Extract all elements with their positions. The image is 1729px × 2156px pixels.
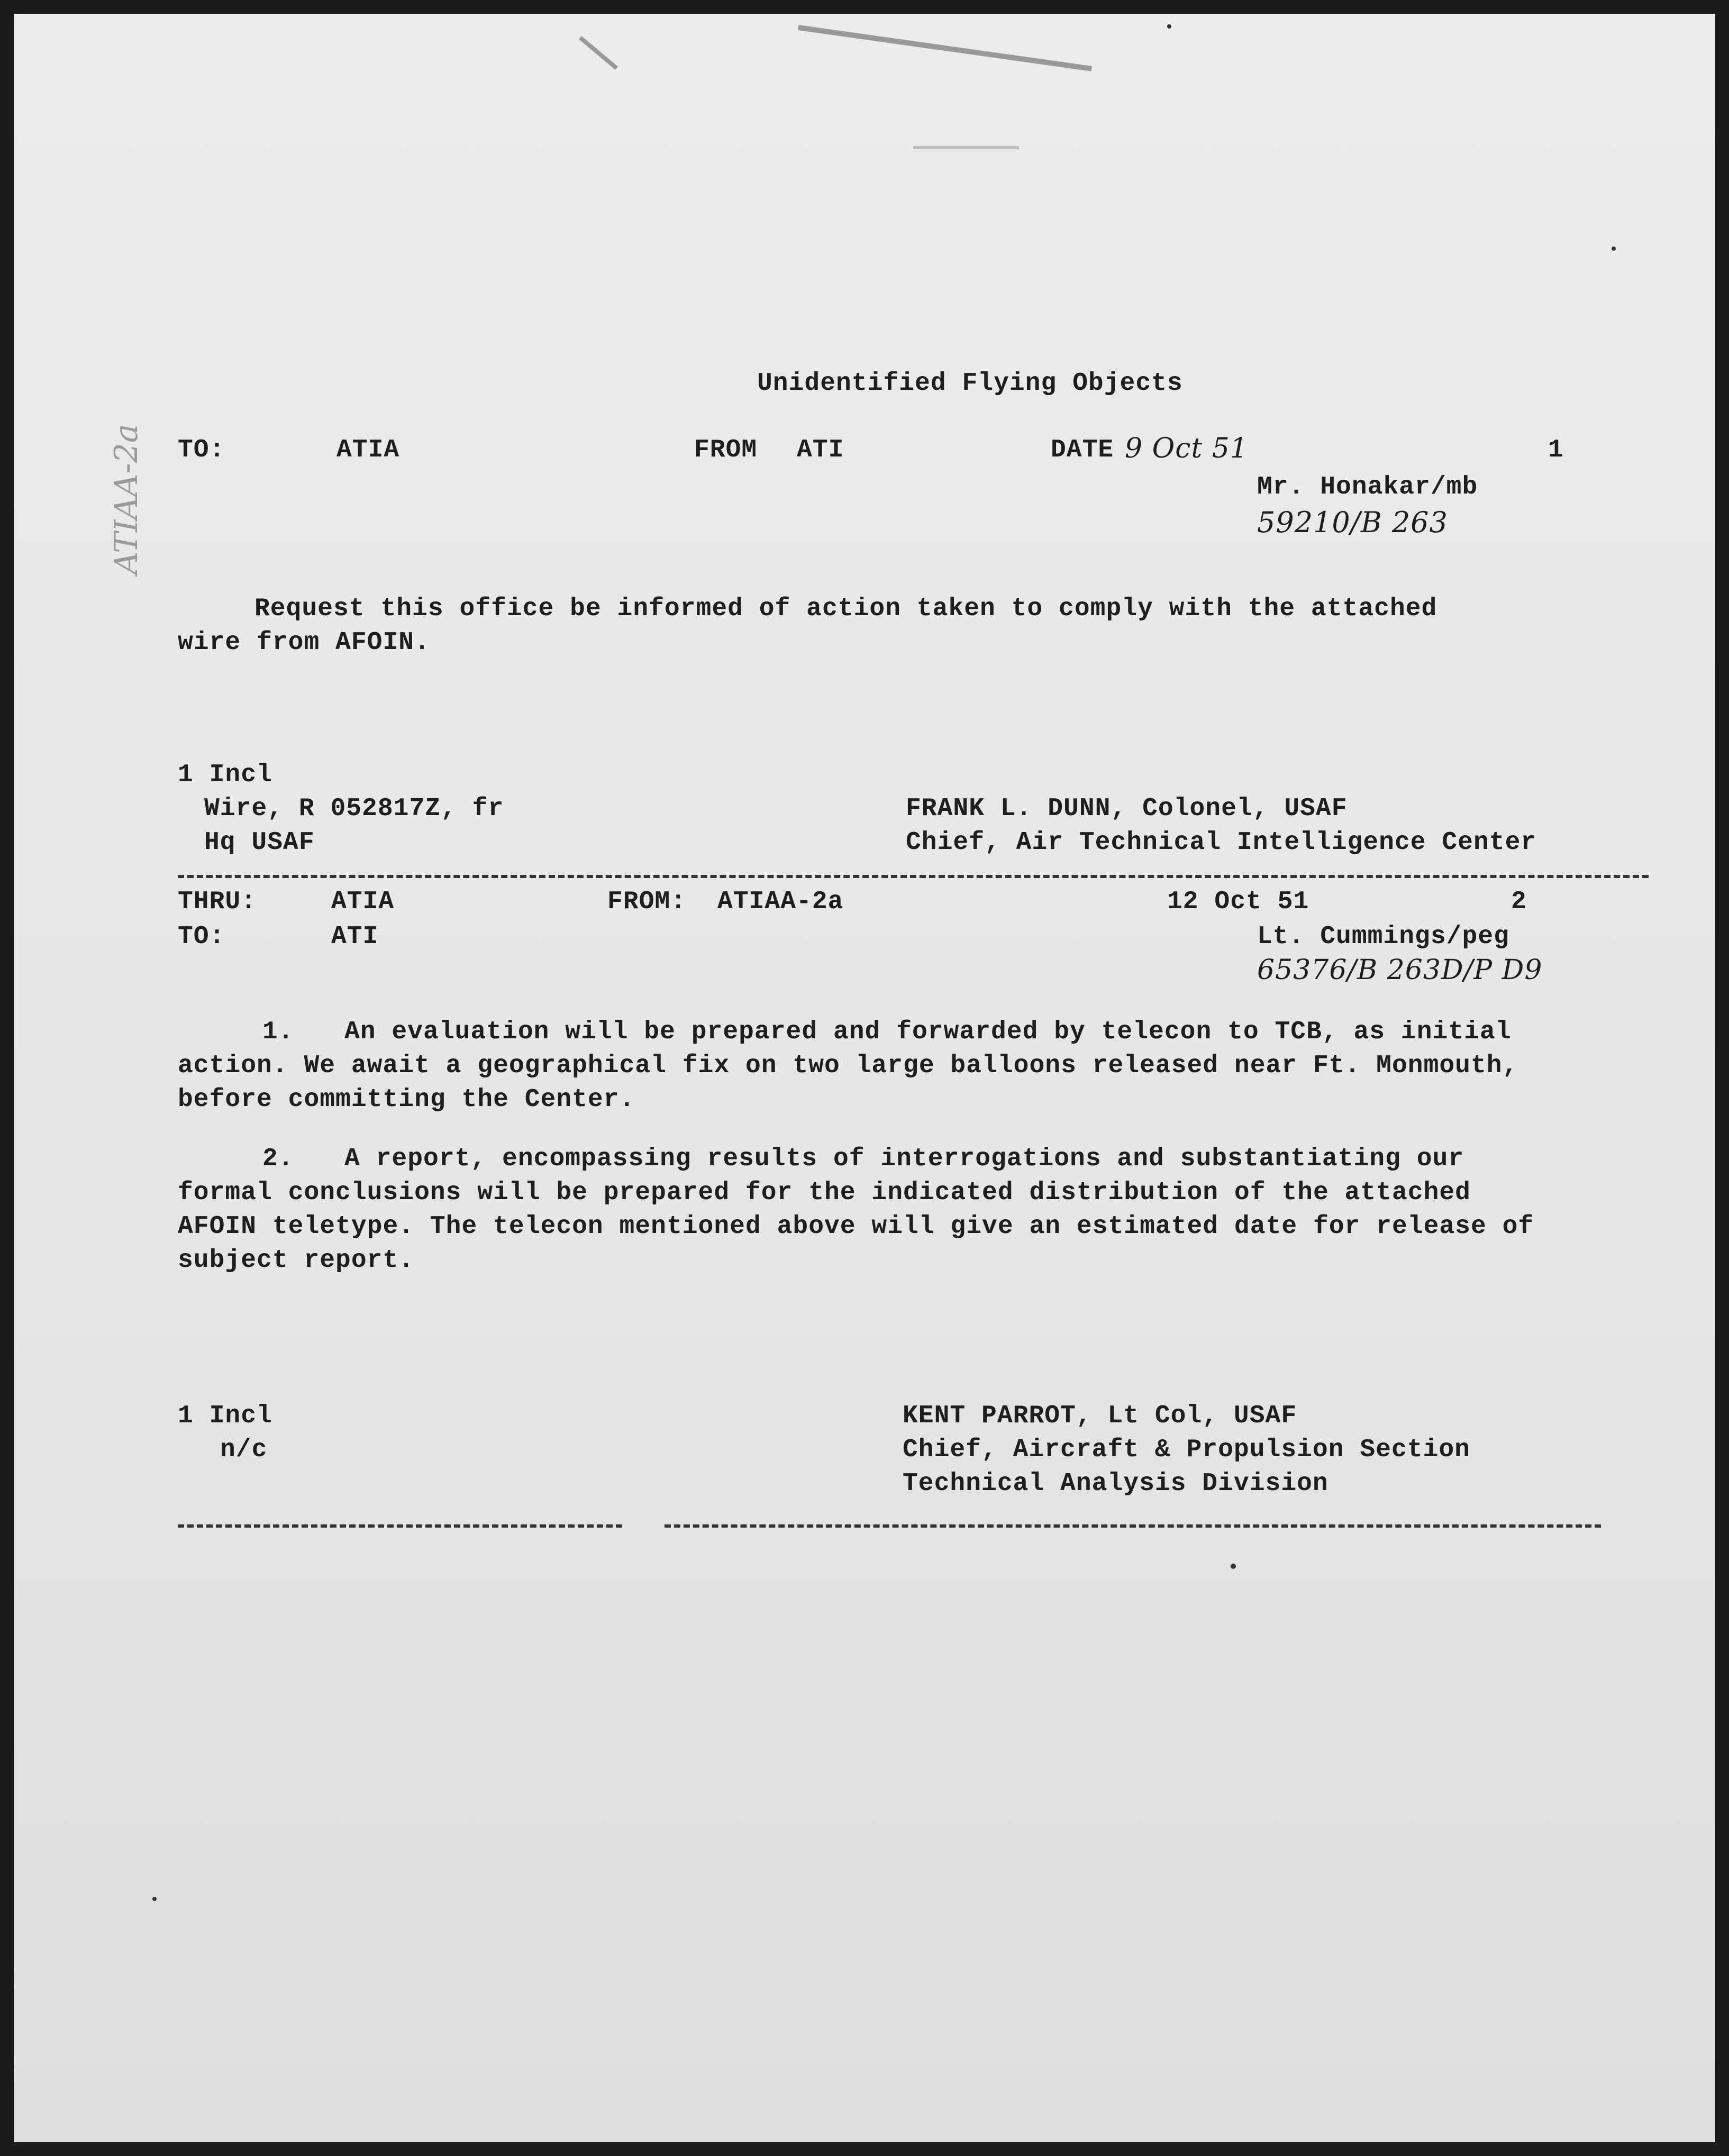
memo1-incl-line: Hq USAF [204,828,315,857]
memo2-thru-label: THRU: [178,888,257,916]
memo1-to-value: ATIA [336,436,400,464]
memo2-paragraph-line: AFOIN teletype. The telecon mentioned above will give an estimated date for release of [178,1212,1534,1241]
memo2-date-value: 12 Oct 51 [1167,888,1309,916]
memo2-signer-title: Chief, Aircraft & Propulsion Section [903,1436,1470,1464]
margin-handwritten-note: ATIAA-2a [108,424,145,574]
memo1-date-label: DATE [1051,436,1114,464]
memo1-signer-title: Chief, Air Technical Intelligence Center [906,828,1537,857]
memo1-from-value: ATI [797,436,844,464]
scan-mark [579,36,618,70]
separator-line [178,1524,622,1528]
memo1-body-line: Request this office be informed of action taken to comply with the attached [254,595,1437,623]
memo2-number: 2 [1511,888,1527,916]
memo2-to-label: TO: [178,922,225,951]
scan-speck [1167,24,1171,29]
memo2-paragraph-line: subject report. [178,1246,415,1275]
memo1-incl-line: Wire, R 052817Z, fr [204,794,504,823]
memo2-incl-line: n/c [220,1436,268,1464]
memo2-paragraph-number: 1. [262,1018,294,1046]
memo2-incl-line: 1 Incl [178,1402,272,1430]
memo2-thru-value: ATIA [331,888,395,916]
memo2-paragraph-line: action. We await a geographical fix on two large balloons released near Ft. Monmouth, [178,1052,1518,1080]
memo1-writer: Mr. Honakar/mb [1257,473,1478,501]
memo1-signer-name: FRANK L. DUNN, Colonel, USAF [906,794,1348,823]
memo1-phone-ref: 59210/B 263 [1257,506,1448,539]
memo2-paragraph-line: before committing the Center. [178,1085,635,1114]
memo2-paragraph-number: 2. [262,1145,294,1173]
memo1-to-label: TO: [178,436,225,464]
memo2-signer-title: Technical Analysis Division [903,1469,1328,1498]
scan-mark [913,146,1019,149]
memo2-from-label: FROM: [607,888,687,916]
memo1-incl-line: 1 Incl [178,761,272,789]
separator-line [178,875,1649,878]
document-title: Unidentified Flying Objects [757,369,1183,398]
memo1-number: 1 [1548,436,1564,464]
scan-speck [1231,1564,1236,1569]
memo1-date-value: 9 Oct 51 [1125,433,1248,464]
memo1-body-line: wire from AFOIN. [178,628,430,657]
memo2-from-value: ATIAA-2a [717,888,844,916]
scan-speck [152,1897,157,1901]
scan-mark [798,25,1092,71]
scan-speck [1612,246,1616,251]
memo1-from-label: FROM [694,436,758,464]
separator-line [665,1524,1601,1528]
memo2-paragraph-line: An evaluation will be prepared and forwarded by telecon to TCB, as initial [344,1018,1512,1046]
memo2-writer: Lt. Cummings/peg [1257,922,1509,951]
memo2-paragraph-line: A report, encompassing results of interrogations and substantiating our [344,1145,1464,1173]
memo2-phone-ref: 65376/B 263D/P D9 [1257,954,1543,986]
memo2-paragraph-line: formal conclusions will be prepared for the indicated distribution of the attached [178,1179,1471,1207]
memo2-signer-name: KENT PARROT, Lt Col, USAF [903,1402,1297,1430]
document-page [14,14,1715,2142]
memo2-to-value: ATI [331,922,379,951]
